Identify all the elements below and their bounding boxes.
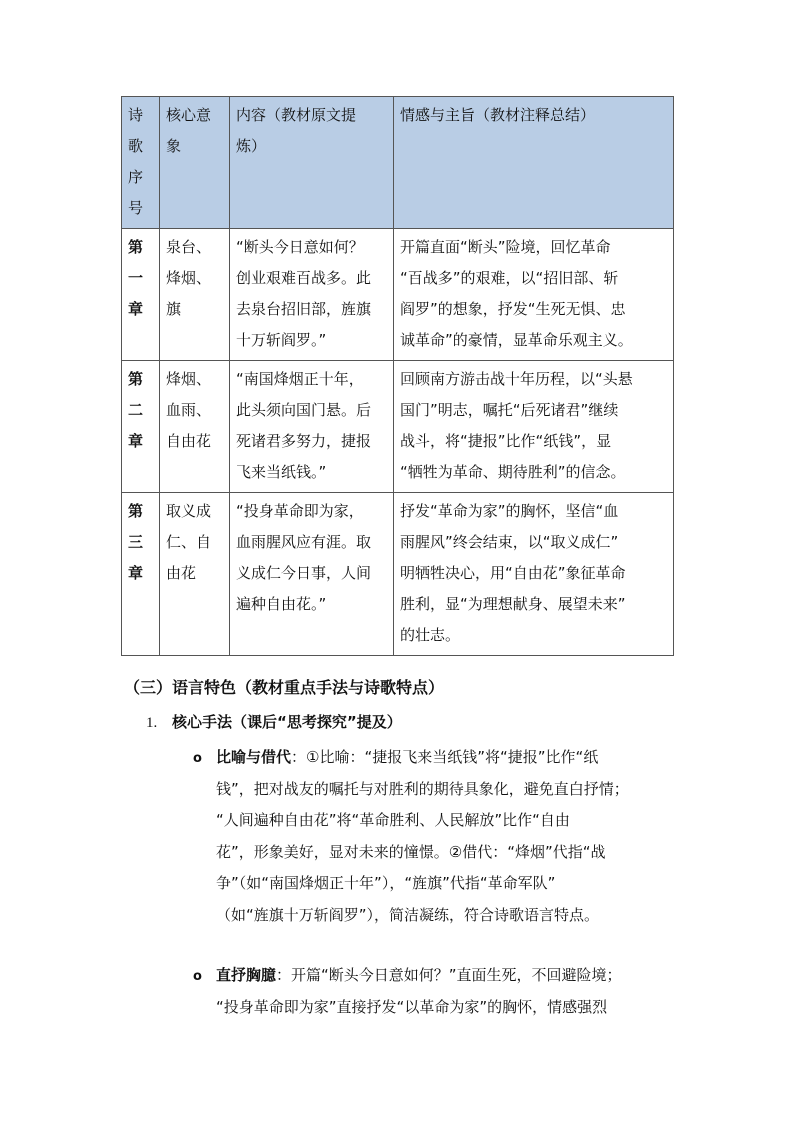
cell-text: 仁、自 <box>166 533 212 551</box>
term-label: 比喻与借代 <box>216 748 292 766</box>
header-text: 象 <box>166 137 182 155</box>
cell-text: 二 <box>128 401 144 419</box>
table-row <box>122 361 674 493</box>
cell-text: 战斗，将“捷报”比作“纸钱”，显 <box>400 432 612 450</box>
cell-text: 飞来当纸钱。” <box>236 463 327 481</box>
poem-analysis-table <box>121 96 674 656</box>
subsection-heading <box>146 711 402 732</box>
cell-text: “南国烽烟正十年， <box>236 370 364 388</box>
subsection-title: 核心手法（课后“思考探究”提及） <box>172 713 402 731</box>
cell-text: 烽烟、 <box>166 269 212 287</box>
cell-content <box>230 229 394 361</box>
header-text: 核心意 <box>166 106 212 124</box>
cell-text: 明牺牲决心，用“自由花”象征革命 <box>400 564 626 582</box>
cell-theme <box>394 361 674 493</box>
table-header-row <box>122 97 674 229</box>
section-heading: （三）语言特色（教材重点手法与诗歌特点） <box>124 678 445 697</box>
header-text: 歌 <box>128 137 144 155</box>
cell-text: 由花 <box>166 564 197 582</box>
cell-text: 血雨、 <box>166 401 212 419</box>
header-text: 诗 <box>128 106 144 124</box>
cell-theme <box>394 493 674 656</box>
subsection-number: 1. <box>146 715 158 731</box>
cell-text: 创业艰难百战多。此 <box>236 269 372 287</box>
cell-text: 遍种自由花。” <box>236 595 327 613</box>
cell-text: 阎罗”的想象，抒发“生死无惧、忠 <box>400 300 626 318</box>
table-row <box>122 229 674 361</box>
header-core-imagery <box>160 97 230 229</box>
cell-text: 章 <box>128 432 144 450</box>
cell-text: 诚革命”的豪情，显革命乐观主义。 <box>400 331 633 349</box>
cell-text: 义成仁今日事，人间 <box>236 564 372 582</box>
paragraph-line: 花”，形象美好，显对未来的憧憬。②借代：“烽烟”代指“战 <box>216 842 606 861</box>
table-row <box>122 493 674 656</box>
cell-seq <box>122 229 160 361</box>
paragraph-line: 争”（如“南国烽烟正十年”），“旌旗”代指“革命军队” <box>216 874 556 892</box>
cell-text: “牺牲为革命、期待胜利”的信念。 <box>400 463 626 481</box>
cell-text: 回顾南方游击战十年历程，以“头悬 <box>400 370 633 388</box>
cell-text: 取义成 <box>166 502 212 520</box>
bullet-icon: o <box>193 751 202 766</box>
term-label: 直抒胸臆 <box>216 966 277 984</box>
cell-text: 第 <box>128 370 144 388</box>
cell-text: 雨腥风”终会结束，以“取义成仁” <box>400 533 619 551</box>
cell-text: 的壮志。 <box>400 626 461 644</box>
cell-text: 国门”明志，嘱托“后死诸君”继续 <box>400 401 619 419</box>
cell-imagery <box>160 361 230 493</box>
paragraph-line: “投身革命即为家”直接抒发“以革命为家”的胸怀，情感强烈 <box>216 997 608 1016</box>
paragraph-lead: ：①比喻：“捷报飞来当纸钱”将“捷报”比作“纸 <box>291 748 599 766</box>
cell-text: 章 <box>128 300 144 318</box>
cell-text: 自由花 <box>166 432 212 450</box>
header-text: 情感与主旨（教材注释总结） <box>400 106 596 124</box>
cell-text: 旗 <box>166 300 182 318</box>
header-text: 炼） <box>236 137 267 155</box>
cell-text: 十万斩阎罗。” <box>236 331 327 349</box>
cell-text: “投身革命即为家， <box>236 502 364 520</box>
paragraph-line <box>216 960 676 992</box>
cell-text: 第 <box>128 238 144 256</box>
cell-text: 去泉台招旧部，旌旗 <box>236 300 372 318</box>
cell-seq <box>122 493 160 656</box>
paragraph-line: 钱”，把对战友的嘱托与对胜利的期待具象化，避免直白抒情； <box>216 779 629 798</box>
cell-text: 胜利，显“为理想献身、展望未来” <box>400 595 626 613</box>
paragraph-line <box>216 742 676 774</box>
cell-text: 一 <box>128 269 144 287</box>
header-text: 序 <box>128 168 144 186</box>
header-theme <box>394 97 674 229</box>
paragraph-line: “人间遍种自由花”将“革命胜利、人民解放”比作“自由 <box>216 811 570 829</box>
cell-text: “百战多”的艰难，以“招旧部、斩 <box>400 269 619 287</box>
cell-imagery <box>160 493 230 656</box>
cell-text: “断头今日意如何？ <box>236 238 364 256</box>
cell-text: 三 <box>128 533 144 551</box>
cell-seq <box>122 361 160 493</box>
cell-text: 烽烟、 <box>166 370 212 388</box>
paragraph-line: （如“旌旗十万斩阎罗”），简洁凝练，符合诗歌语言特点。 <box>216 905 600 924</box>
header-text: 号 <box>128 199 144 217</box>
bullet-paragraph-metaphor <box>216 742 676 931</box>
header-content <box>230 97 394 229</box>
bullet-icon: o <box>193 969 202 984</box>
cell-text: 泉台、 <box>166 238 212 256</box>
cell-text: 抒发“革命为家”的胸怀，坚信“血 <box>400 502 619 520</box>
cell-text: 第 <box>128 502 144 520</box>
cell-theme <box>394 229 674 361</box>
header-poem-order <box>122 97 160 229</box>
cell-content <box>230 493 394 656</box>
cell-text: 死诸君多努力，捷报 <box>236 432 372 450</box>
paragraph-lead: ：开篇“断头今日意如何？”直面生死，不回避险境； <box>276 966 622 984</box>
header-text: 内容（教材原文提 <box>236 106 357 124</box>
cell-text: 开篇直面“断头”险境，回忆革命 <box>400 238 611 256</box>
cell-text: 此头须向国门悬。后 <box>236 401 372 419</box>
bullet-paragraph-direct-expression <box>216 960 676 1023</box>
cell-content <box>230 361 394 493</box>
cell-text: 章 <box>128 564 144 582</box>
cell-imagery <box>160 229 230 361</box>
cell-text: 血雨腥风应有涯。取 <box>236 533 372 551</box>
